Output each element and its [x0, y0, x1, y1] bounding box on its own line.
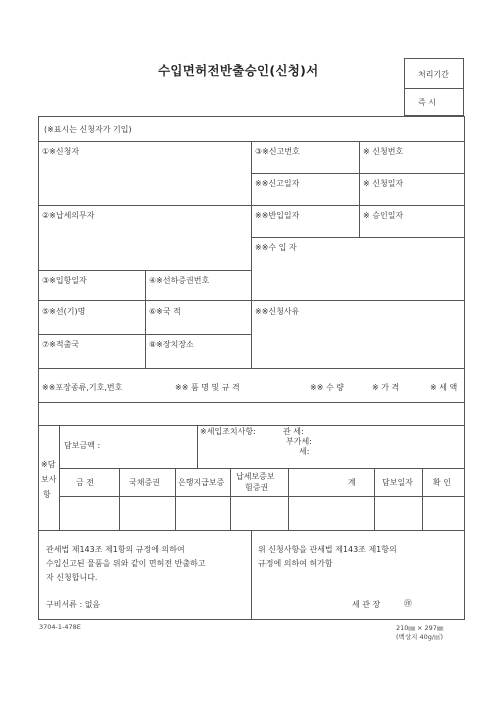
applicant-label: ①※신청자 [42, 147, 80, 156]
seal-mark: ㊞ [404, 599, 412, 608]
vat-label: 부가세: [286, 437, 312, 446]
statement-right-line1: 위 신청사항을 관세법 제143조 제1항의 [258, 545, 397, 554]
customs-chief: 세 관 장 [352, 600, 381, 609]
declaration-date-label: ※※신고일자 [255, 179, 300, 188]
application-date-label: ※ 신청일자 [363, 179, 404, 188]
col-insurance-line2: 험증권 [245, 483, 269, 492]
security-side-label-2: 보사 [41, 475, 57, 484]
quantity-header: ※※ 수 량 [310, 383, 344, 392]
approval-date-label: ※ 승인일자 [363, 211, 404, 220]
customs-duty-label: 관 세: [283, 427, 304, 436]
statement-right-line2: 규정에 의하여 허가함 [258, 559, 333, 568]
statement-left-line2: 수입신고된 물품을 위와 같이 면허전 반출하고 [46, 559, 206, 568]
note-text: (※표시는 신청자가 기입) [44, 125, 132, 134]
entry-date-label: ③※입항일자 [42, 276, 87, 285]
reason-label: ※※신청사유 [255, 307, 300, 316]
paper-size: 210㎜ × 297㎜ [396, 624, 444, 632]
tax-header: ※ 세 액 [430, 383, 458, 392]
other-tax-label: 세: [299, 447, 310, 456]
carry-in-date-label: ※※반입일자 [255, 211, 300, 220]
security-amount-label: 담보금액 : [64, 441, 101, 450]
vessel-label: ⑤※선(기)명 [42, 307, 86, 316]
col-bank-guarantee: 은행지급보증 [178, 478, 225, 487]
description-header: ※※ 품 명 및 규 격 [175, 383, 240, 392]
col-security-date: 담보일자 [382, 478, 413, 487]
bl-no-label: ④※선하증권번호 [149, 276, 210, 285]
processing-period-value: 즉 시 [418, 98, 436, 107]
processing-period-label: 처리기간 [418, 70, 449, 79]
declaration-no-label: ③※신고번호 [255, 147, 300, 156]
statement-left-line1: 관세법 제143조 제1항의 규정에 의하여 [46, 545, 185, 554]
form-title: 수입면허전반출승인(신청)서 [158, 63, 319, 78]
security-side-label-1: ※담 [41, 460, 56, 469]
storage-label: ⑧※장치장소 [149, 340, 194, 349]
taxpayer-label: ②※납세의무자 [42, 211, 95, 220]
required-docs: 구비서류 : 없음 [46, 600, 101, 609]
paper-type: (백상지 40g/㎡) [396, 633, 444, 641]
packaging-header: ※※포장종류,기호,번호 [42, 383, 123, 392]
col-cash: 금 전 [76, 478, 94, 487]
price-header: ※ 가 격 [372, 383, 400, 392]
importer-label: ※※수 입 자 [255, 243, 297, 252]
col-bond: 국채증권 [129, 478, 160, 487]
col-total: 계 [348, 478, 356, 487]
form-code: 3704-1-478E [39, 623, 81, 631]
tax-matter-label: ※세입조치사항: [200, 427, 256, 436]
loading-country-label: ⑦※적출국 [42, 340, 80, 349]
processing-period-box [404, 58, 464, 116]
nationality-label: ⑥※국 적 [149, 307, 181, 316]
col-confirm: 확 인 [433, 478, 451, 487]
statement-left-line3: 자 신청합니다. [46, 573, 98, 582]
security-side-label-3: 항 [43, 490, 51, 499]
application-no-label: ※ 신청번호 [363, 147, 404, 156]
col-insurance-line1: 납세보증보 [236, 472, 275, 481]
